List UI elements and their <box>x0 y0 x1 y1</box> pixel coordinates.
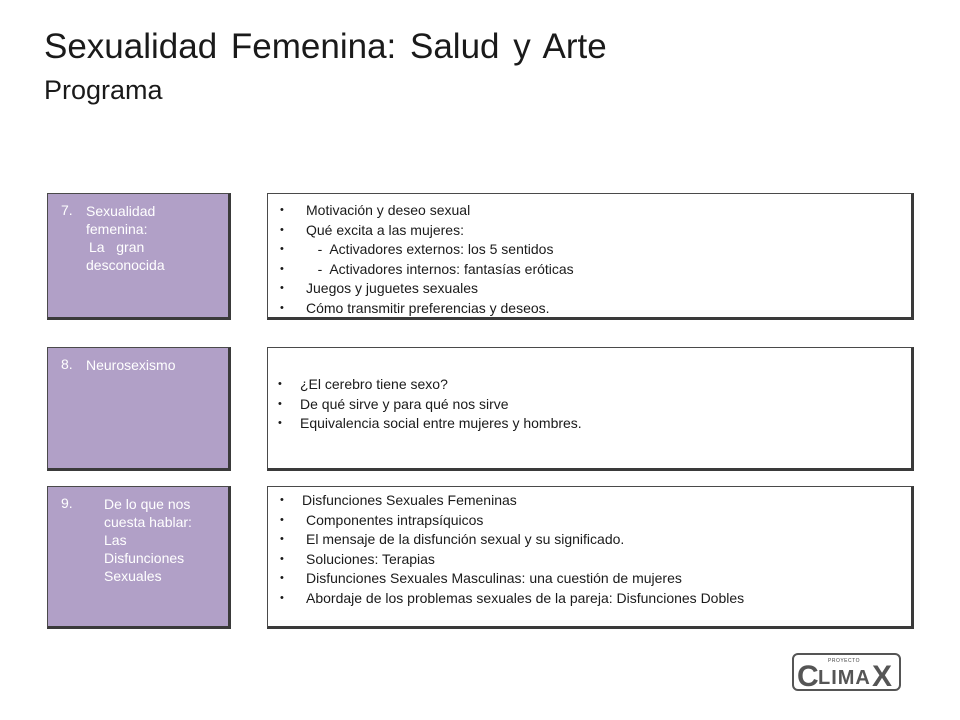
list-item: • Cómo transmitir preferencias y deseos. <box>280 299 574 319</box>
section-7-number: 7. <box>61 202 73 218</box>
section-9-number: 9. <box>61 495 73 511</box>
section-7-content-box <box>267 193 914 320</box>
section-9-content-box <box>267 486 914 629</box>
logo-wordmark-middle: LIMA <box>818 667 871 689</box>
list-item: • Disfunciones Sexuales Masculinas: una cuestión de mujeres <box>280 569 744 589</box>
slide-title: Sexualidad Femenina: Salud y Arte <box>44 27 607 66</box>
list-item: • Motivación y deseo sexual <box>280 201 574 221</box>
section-7-list <box>280 201 574 318</box>
logo-letter-c: C <box>797 660 819 692</box>
section-7-topic-box <box>47 193 231 320</box>
section-7-topic-line: desconocida <box>86 257 165 273</box>
section-8-topic <box>86 356 175 374</box>
section-9-list <box>280 491 744 608</box>
list-item: • - Activadores externos: los 5 sentidos <box>280 240 574 260</box>
list-item: • Componentes intrapsíquicos <box>280 511 744 531</box>
logo-letter-x: X <box>872 660 893 692</box>
section-8-content-box <box>267 347 914 471</box>
list-item: • De qué sirve y para qué nos sirve <box>278 395 582 415</box>
slide-subtitle: Programa <box>44 75 163 105</box>
list-item: • Disfunciones Sexuales Femeninas <box>280 491 744 511</box>
section-8-topic-box <box>47 347 231 471</box>
section-8-number: 8. <box>61 356 73 372</box>
list-item: • Qué excita a las mujeres: <box>280 221 574 241</box>
logo-small-text: PROYECTO <box>828 658 860 664</box>
list-item: • El mensaje de la disfunción sexual y su significado. <box>280 530 744 550</box>
list-item: • Soluciones: Terapias <box>280 550 744 570</box>
list-item: • ¿El cerebro tiene sexo? <box>278 375 582 395</box>
section-9-topic-line: Las <box>104 532 127 548</box>
section-8-topic-line: Neurosexismo <box>86 357 176 373</box>
section-7-topic-line: Sexualidad <box>86 203 156 219</box>
list-item: • Abordaje de los problemas sexuales de la pareja: Disfunciones Dobles <box>280 589 744 609</box>
list-item: • Equivalencia social entre mujeres y hombres. <box>278 414 582 434</box>
section-9-topic-line: Sexuales <box>104 568 162 584</box>
section-9-topic-line: cuesta hablar: <box>104 514 192 530</box>
section-9-topic-box <box>47 486 231 629</box>
section-9-topic-line: De lo que nos <box>104 496 191 512</box>
section-8-list <box>278 375 582 434</box>
section-9-topic <box>104 495 192 585</box>
section-9-topic-line: Disfunciones <box>104 550 185 566</box>
section-7-topic-line: La gran <box>89 239 145 255</box>
climax-logo <box>792 652 902 692</box>
climax-logo-graphic <box>792 652 902 692</box>
section-7-topic-line: femenina: <box>86 221 148 237</box>
list-item: • - Activadores internos: fantasías eróticas <box>280 260 574 280</box>
section-7-topic <box>86 202 165 274</box>
list-item: • Juegos y juguetes sexuales <box>280 279 574 299</box>
